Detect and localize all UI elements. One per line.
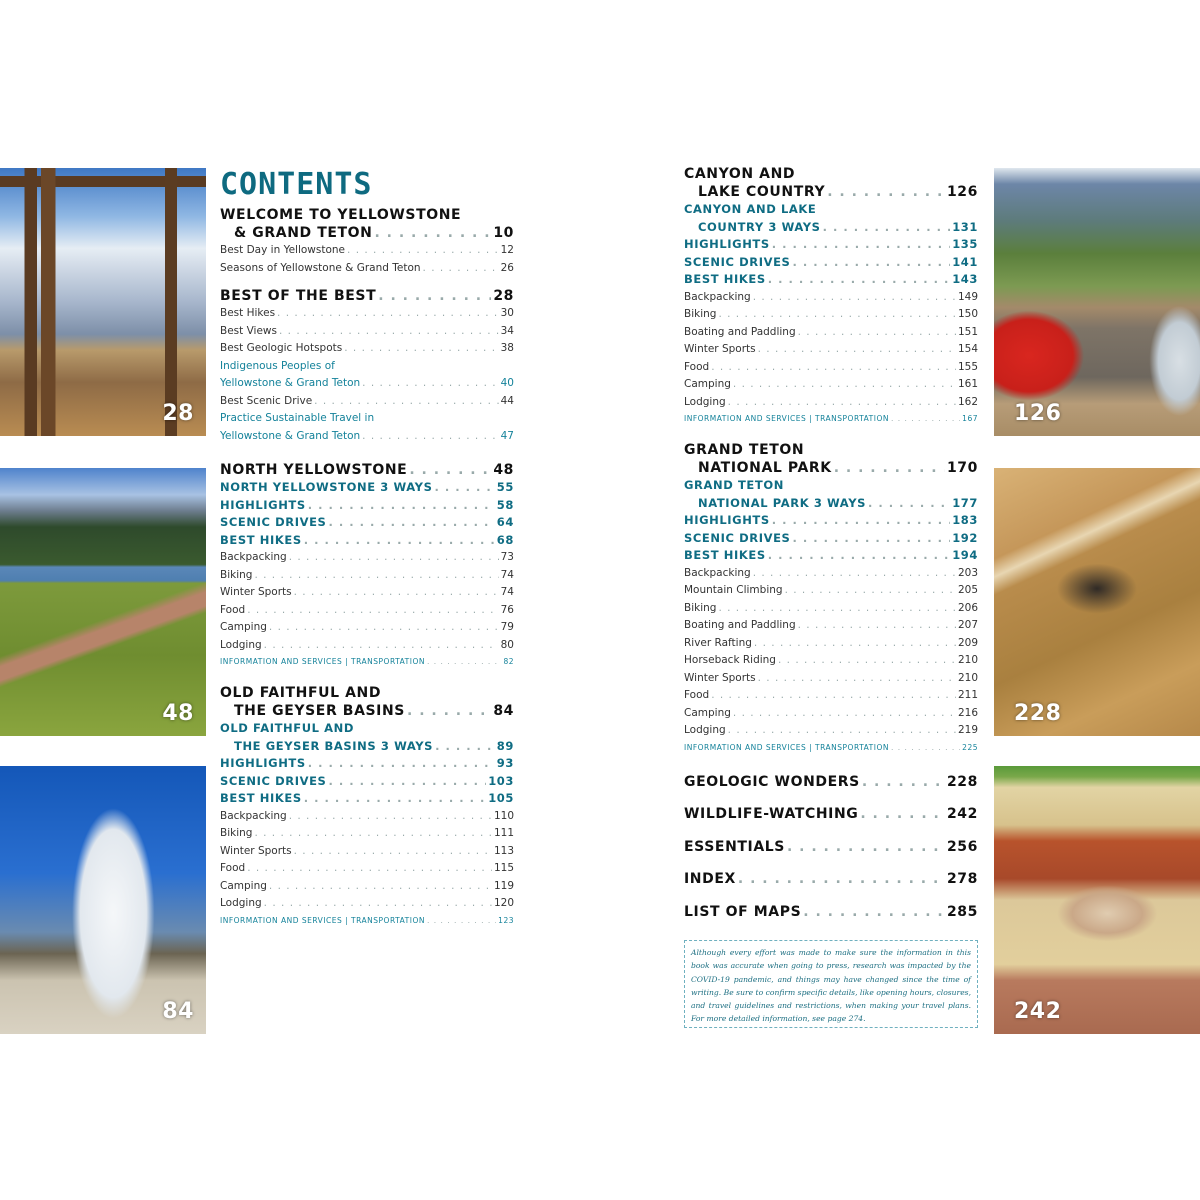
toc-entry[interactable]: Food . . . 211 (684, 687, 978, 705)
toc-entry[interactable]: Backpacking . . . 73 (220, 549, 514, 567)
toc-entry[interactable]: Best Views . . . 34 (220, 323, 514, 341)
photo-rock-texture (994, 468, 1200, 736)
toc-right-column (684, 165, 978, 938)
toc-heading-entry[interactable]: LIST OF MAPS . . . 285 (684, 896, 978, 929)
toc-feature-entry[interactable]: BEST HIKES . . . 143 (684, 271, 978, 289)
toc-heading-entry[interactable]: THE GEYSER BASINS . . . 84 (220, 702, 514, 720)
toc-entry[interactable]: Winter Sports . . . 74 (220, 584, 514, 602)
covid-notice-box: Although every effort was made to make sure the information in this book was accurate when going to press, research was impacted by the COVID-19 pandemic, and things may have changed since the time of writing. Be sure to confirm specific details, like opening hours, closures, and travel guidelines and restrictions, when making your travel plans. For more detailed information, see page 274. (684, 940, 978, 1028)
toc-info-entry[interactable]: INFORMATION AND SERVICES | TRANSPORTATION . . . 123 (220, 913, 514, 929)
toc-feature-entry[interactable]: BEST HIKES . . . 68 (220, 532, 514, 550)
toc-section-grand-teton (684, 441, 978, 756)
toc-feature-line1: GRAND TETON (684, 478, 784, 492)
toc-info-entry[interactable]: INFORMATION AND SERVICES | TRANSPORTATION . . . 82 (220, 654, 514, 670)
toc-entry[interactable]: Boating and Paddling . . . 151 (684, 324, 978, 342)
toc-heading-entry[interactable]: LAKE COUNTRY . . . 126 (684, 183, 978, 201)
toc-entry[interactable]: Best Geologic Hotspots . . . 38 (220, 340, 514, 358)
toc-heading-entry[interactable]: INDEX . . . 278 (684, 863, 978, 896)
toc-heading-entry[interactable]: ESSENTIALS . . . 256 (684, 831, 978, 864)
toc-heading-entry[interactable]: NATIONAL PARK . . . 170 (684, 459, 978, 477)
toc-entry[interactable]: Seasons of Yellowstone & Grand Teton . . . 26 (220, 260, 514, 278)
toc-heading-line1: WELCOME TO YELLOWSTONE (220, 207, 462, 223)
photo-trail-lake (0, 468, 206, 736)
toc-feature-entry[interactable]: NATIONAL PARK 3 WAYS . . . 177 (684, 495, 978, 513)
toc-feature-entry[interactable]: HIGHLIGHTS . . . 93 (220, 755, 514, 773)
toc-entry[interactable]: River Rafting . . . 209 (684, 635, 978, 653)
toc-feature-entry[interactable]: THE GEYSER BASINS 3 WAYS . . . 89 (220, 738, 514, 756)
toc-entry[interactable]: Food . . . 155 (684, 359, 978, 377)
toc-entry[interactable]: Biking . . . 150 (684, 306, 978, 324)
toc-left-column (220, 168, 514, 939)
toc-feature-entry[interactable]: COUNTRY 3 WAYS . . . 131 (684, 219, 978, 237)
toc-feature-entry[interactable]: SCENIC DRIVES . . . 64 (220, 514, 514, 532)
photo-canyon-viewers (994, 168, 1200, 436)
toc-entry[interactable]: Backpacking . . . 110 (220, 808, 514, 826)
toc-feature-entry[interactable]: SCENIC DRIVES . . . 192 (684, 530, 978, 548)
toc-feature-entry[interactable]: BEST HIKES . . . 105 (220, 790, 514, 808)
toc-feature-entry[interactable]: SCENIC DRIVES . . . 103 (220, 773, 514, 791)
toc-entry[interactable]: Winter Sports . . . 113 (220, 843, 514, 861)
toc-heading-entry[interactable]: NORTH YELLOWSTONE . . . 48 (220, 461, 514, 479)
photo-page-number: 126 (1014, 401, 1062, 426)
toc-info-entry[interactable]: INFORMATION AND SERVICES | TRANSPORTATION . . . 225 (684, 740, 978, 756)
toc-entry[interactable]: Best Hikes . . . 30 (220, 305, 514, 323)
toc-entry[interactable]: Biking . . . 206 (684, 600, 978, 618)
toc-entry[interactable]: Biking . . . 74 (220, 567, 514, 585)
toc-entry[interactable]: Food . . . 115 (220, 860, 514, 878)
page-title: CONTENTS (220, 167, 373, 202)
photo-page-number: 28 (162, 401, 194, 426)
toc-entry[interactable]: Best Day in Yellowstone . . . 12 (220, 242, 514, 260)
toc-entry[interactable]: Camping . . . 161 (684, 376, 978, 394)
toc-entry[interactable]: Backpacking . . . 149 (684, 289, 978, 307)
toc-info-entry[interactable]: INFORMATION AND SERVICES | TRANSPORTATION . . . 167 (684, 411, 978, 427)
toc-entry[interactable]: Lodging . . . 219 (684, 722, 978, 740)
toc-heading-line1: CANYON AND (684, 166, 796, 182)
toc-section-old-faithful (220, 684, 514, 929)
toc-entry[interactable]: Best Scenic Drive . . . 44 (220, 393, 514, 411)
toc-feature-line1: CANYON AND LAKE (684, 202, 817, 216)
toc-entry[interactable]: Boating and Paddling . . . 207 (684, 617, 978, 635)
photo-fence-tetons (0, 168, 206, 436)
toc-feature-line1: OLD FAITHFUL AND (220, 721, 355, 735)
toc-entry[interactable]: Yellowstone & Grand Teton . . . 40 (220, 375, 514, 393)
toc-feature-entry[interactable]: BEST HIKES . . . 194 (684, 547, 978, 565)
toc-section-canyon (684, 165, 978, 427)
toc-section-welcome (220, 206, 514, 277)
toc-entry[interactable]: Food . . . 76 (220, 602, 514, 620)
photo-elk (994, 766, 1200, 1034)
toc-entry[interactable]: Winter Sports . . . 154 (684, 341, 978, 359)
photo-page-number: 228 (1014, 701, 1062, 726)
toc-entry[interactable]: Mountain Climbing . . . 205 (684, 582, 978, 600)
toc-entry[interactable]: Winter Sports . . . 210 (684, 670, 978, 688)
toc-feature-entry[interactable]: NORTH YELLOWSTONE 3 WAYS . . . 55 (220, 479, 514, 497)
toc-heading-entry[interactable]: GEOLOGIC WONDERS . . . 228 (684, 766, 978, 799)
toc-entry[interactable]: Camping . . . 216 (684, 705, 978, 723)
toc-entry[interactable]: Horseback Riding . . . 210 (684, 652, 978, 670)
toc-entry[interactable]: Lodging . . . 162 (684, 394, 978, 412)
toc-heading-line1: GRAND TETON (684, 442, 805, 458)
toc-section-best (220, 287, 514, 445)
photo-page-number: 242 (1014, 999, 1062, 1024)
photo-geyser (0, 766, 206, 1034)
toc-feature-entry[interactable]: HIGHLIGHTS . . . 183 (684, 512, 978, 530)
toc-feature-entry[interactable]: SCENIC DRIVES . . . 141 (684, 254, 978, 272)
toc-heading-entry[interactable]: & GRAND TETON . . . 10 (220, 224, 514, 242)
toc-entry-line1: Indigenous Peoples of (220, 359, 335, 372)
toc-entry[interactable]: Biking . . . 111 (220, 825, 514, 843)
toc-entry[interactable]: Lodging . . . 120 (220, 895, 514, 913)
toc-section-north (220, 461, 514, 670)
toc-entry[interactable]: Camping . . . 119 (220, 878, 514, 896)
toc-entry[interactable]: Lodging . . . 80 (220, 637, 514, 655)
photo-page-number: 84 (162, 999, 194, 1024)
toc-entry[interactable]: Camping . . . 79 (220, 619, 514, 637)
toc-heading-entry[interactable]: BEST OF THE BEST . . . 28 (220, 287, 514, 305)
toc-section-back-matter (684, 766, 978, 929)
toc-entry-line1: Practice Sustainable Travel in (220, 412, 375, 424)
toc-feature-entry[interactable]: HIGHLIGHTS . . . 58 (220, 497, 514, 515)
toc-entry[interactable]: Yellowstone & Grand Teton . . . 47 (220, 428, 514, 446)
toc-feature-entry[interactable]: HIGHLIGHTS . . . 135 (684, 236, 978, 254)
toc-heading-entry[interactable]: WILDLIFE-WATCHING . . . 242 (684, 798, 978, 831)
photo-page-number: 48 (162, 701, 194, 726)
toc-heading-line1: OLD FAITHFUL AND (220, 685, 382, 701)
toc-entry[interactable]: Backpacking . . . 203 (684, 565, 978, 583)
